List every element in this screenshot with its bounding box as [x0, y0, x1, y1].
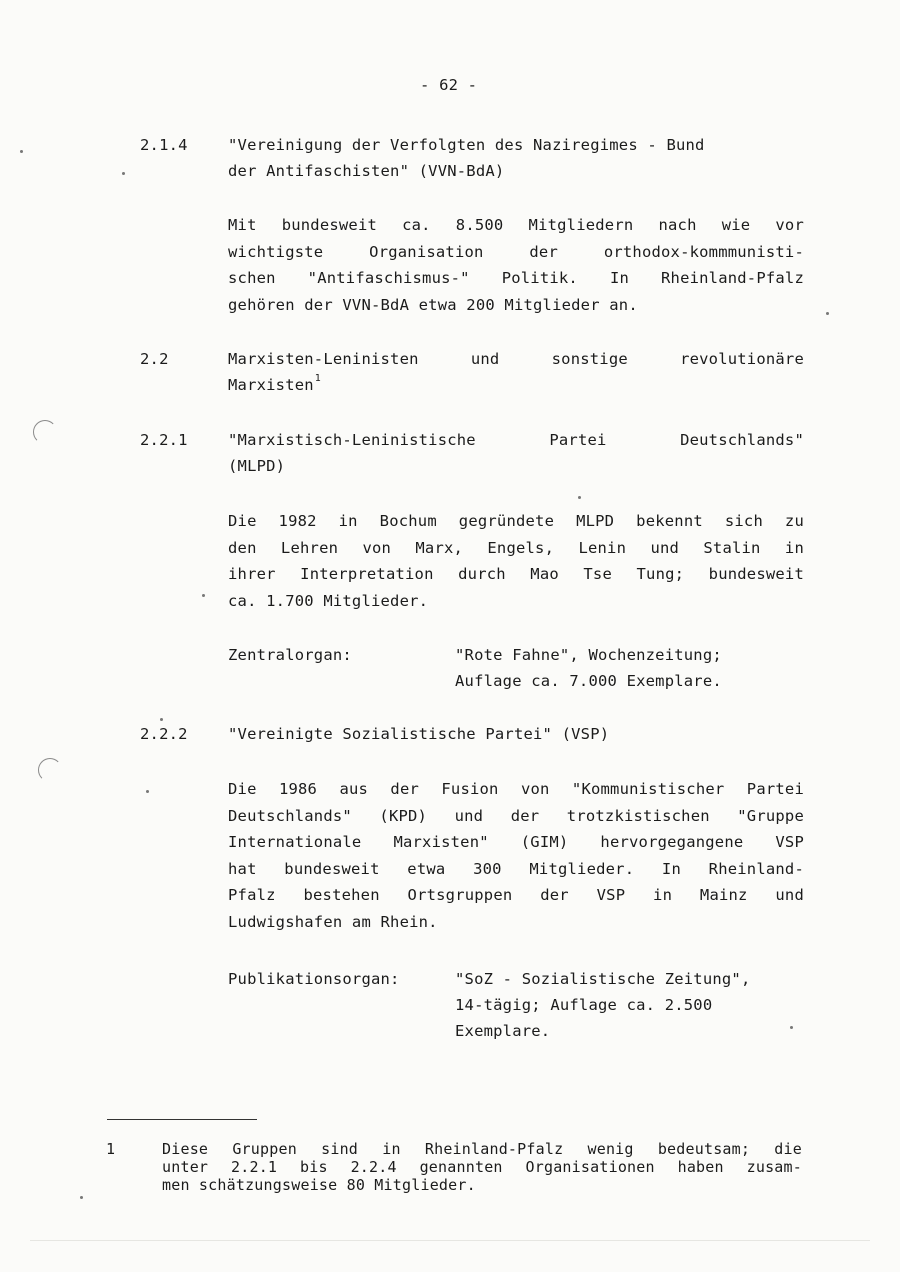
body-line: Mit bundesweit ca. 8.500 Mitgliedern nach wie vor — [228, 216, 804, 234]
body-line: Internationale Marxisten" (GIM) hervorgegangene VSP — [228, 833, 804, 851]
heading-line: "Marxistisch-Leninistische Partei Deutschlands" — [228, 431, 804, 449]
footnote-line: men schätzungsweise 80 Mitglieder. — [162, 1176, 476, 1194]
section-body-2-1-4 — [228, 212, 804, 318]
footnote-text — [162, 1140, 802, 1194]
body-line: Die 1982 in Bochum gegründete MLPD bekennt sich zu — [228, 512, 804, 530]
heading-line — [228, 372, 321, 402]
organ-label: Publikationsorgan: — [228, 970, 400, 988]
body-line: Pfalz bestehen Ortsgruppen der VSP in Mainz und — [228, 886, 804, 904]
body-line: den Lehren von Marx, Engels, Lenin und Stalin in — [228, 538, 804, 557]
punch-hole-mark — [38, 758, 62, 782]
body-line: Ludwigshafen am Rhein. — [228, 912, 438, 931]
section-heading-2-2 — [228, 346, 804, 373]
section-heading-line: "Vereinigung der Verfolgten des Naziregimes - Bund — [228, 136, 705, 154]
footnote-mark: 1 — [106, 1140, 116, 1158]
organ-value: "SoZ - Sozialistische Zeitung", — [455, 970, 751, 988]
section-number-2-2-2: 2.2.2 — [140, 725, 188, 743]
scan-speck — [20, 150, 23, 153]
heading-line: Marxisten-Leninisten und sonstige revolutionäre — [228, 350, 804, 368]
heading-line: (MLPD) — [228, 457, 286, 475]
organ-value: Exemplare. — [455, 1022, 551, 1040]
body-line: gehören der VVN-BdA etwa 200 Mitglieder an. — [228, 295, 638, 314]
section-body-2-2-1 — [228, 508, 804, 614]
scan-speck — [790, 1026, 793, 1029]
page-number: - 62 - — [420, 76, 478, 94]
scan-edge-line — [30, 1240, 870, 1241]
scan-speck — [826, 312, 829, 315]
section-heading-line: der Antifaschisten" (VVN-BdA) — [228, 162, 505, 180]
punch-hole-mark — [33, 420, 57, 444]
footnote-line: unter 2.2.1 bis 2.2.4 genannten Organisationen haben zusam- — [162, 1158, 802, 1176]
section-number-2-1-4: 2.1.4 — [140, 136, 188, 154]
organ-value: 14-tägig; Auflage ca. 2.500 — [455, 996, 713, 1014]
body-line: Die 1986 aus der Fusion von "Kommunistischer Partei — [228, 780, 804, 798]
scan-speck — [202, 594, 205, 597]
organ-value: Auflage ca. 7.000 Exemplare. — [455, 672, 722, 690]
footnote-line: Diese Gruppen sind in Rheinland-Pfalz wenig bedeutsam; die — [162, 1140, 802, 1158]
organ-value: "Rote Fahne", Wochenzeitung; — [455, 646, 722, 664]
body-line: wichtigste Organisation der orthodox-kommmunisti- — [228, 242, 804, 261]
section-number-2-2-1: 2.2.1 — [140, 431, 188, 449]
heading-text: Marxisten — [228, 376, 314, 394]
body-line: ca. 1.700 Mitglieder. — [228, 591, 429, 610]
scan-speck — [122, 172, 125, 175]
section-heading-2-2-1 — [228, 427, 804, 454]
body-line: hat bundesweit etwa 300 Mitglieder. In Rheinland- — [228, 859, 804, 878]
section-number-2-2: 2.2 — [140, 350, 169, 368]
scan-speck — [578, 496, 581, 499]
organ-label: Zentralorgan: — [228, 646, 352, 664]
footnote-separator — [107, 1119, 257, 1120]
body-line: Deutschlands" (KPD) und der trotzkistischen "Gruppe — [228, 806, 804, 825]
body-line: schen "Antifaschismus-" Politik. In Rheinland-Pfalz — [228, 269, 804, 287]
body-line: ihrer Interpretation durch Mao Tse Tung; bundesweit — [228, 565, 804, 583]
footnote-reference: 1 — [314, 373, 322, 384]
scan-speck — [80, 1196, 83, 1199]
scan-speck — [146, 790, 149, 793]
section-heading-2-2-2: "Vereinigte Sozialistische Partei" (VSP) — [228, 725, 610, 743]
section-body-2-2-2 — [228, 776, 804, 935]
